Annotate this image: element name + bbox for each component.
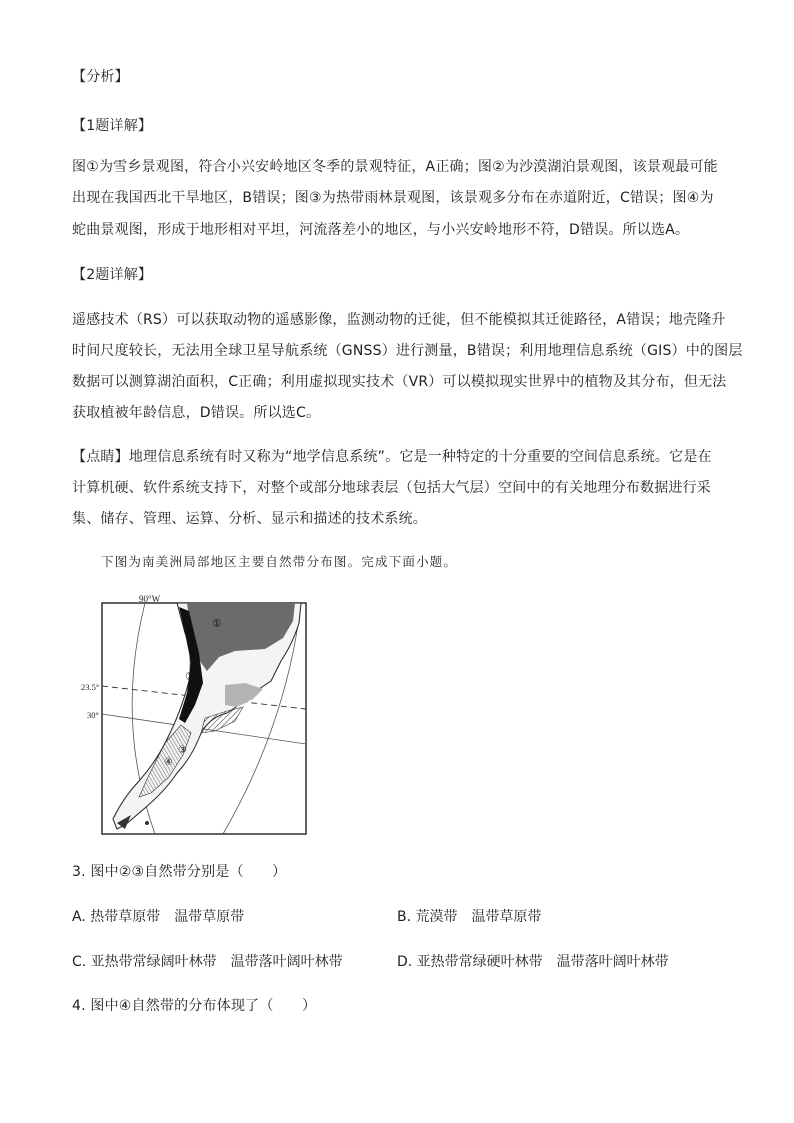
tip-line-2: 计算机硬、软件系统支持下，对整个或部分地球表层（包括大气层）空间中的有关地理分布数据进行采 xyxy=(72,480,711,496)
south-america-map xyxy=(81,593,311,836)
zone-label-3: ③ xyxy=(178,745,187,756)
question-intro: 下图为南美洲局部地区主要自然带分布图。完成下面小题。 xyxy=(101,554,458,569)
q2-heading: 【2题详解】 xyxy=(72,267,153,283)
lat-label-30: 30° xyxy=(87,710,99,720)
question-3-option-c[interactable]: C. 亚热带常绿阔叶林带 温带落叶阔叶林带 xyxy=(72,954,343,970)
longitude-label: 90°W xyxy=(139,594,161,604)
q1-line-3: 蛇曲景观图，形成于地形相对平坦，河流落差小的地区，与小兴安岭地形不符，D错误。所以选A。 xyxy=(72,222,690,238)
zone-label-4: ④ xyxy=(164,757,173,768)
tip-line-1 xyxy=(72,446,712,466)
lat-label-23-5: 23.5° xyxy=(81,682,100,692)
q2-line-4: 获取植被年龄信息，D错误。所以选C。 xyxy=(72,405,321,421)
question-4-stem: 4. 图中④自然带的分布体现了（ ） xyxy=(72,998,317,1014)
q2-line-1: 遥感技术（RS）可以获取动物的遥感影像，监测动物的迁徙，但不能模拟其迁徙路径，A错误；地壳隆升 xyxy=(72,312,726,328)
tip-label: 【点睛】 xyxy=(72,449,129,465)
q1-line-1: 图①为雪乡景观图，符合小兴安岭地区冬季的景观特征，A正确；图②为沙漠湖泊景观图，该景观最可能 xyxy=(72,159,718,175)
q1-line-2: 出现在我国西北干旱地区，B错误；图③为热带雨林景观图，该景观多分布在赤道附近，C错误；图④为 xyxy=(72,190,714,206)
zone-label-2: ② xyxy=(185,670,195,683)
q1-heading: 【1题详解】 xyxy=(72,118,153,134)
tip-line-3: 集、储存、管理、运算、分析、显示和描述的技术系统。 xyxy=(72,511,427,527)
zone-label-1: ① xyxy=(212,617,222,630)
question-3-option-d[interactable]: D. 亚热带常绿硬叶林带 温带落叶阔叶林带 xyxy=(397,954,669,970)
question-3-stem: 3. 图中②③自然带分别是（ ） xyxy=(72,864,287,880)
question-3-option-a[interactable]: A. 热带草原带 温带草原带 xyxy=(72,909,245,925)
analysis-heading: 【分析】 xyxy=(72,69,129,85)
q2-line-3: 数据可以测算湖泊面积，C正确；利用虚拟现实技术（VR）可以模拟现实世界中的植物及其分布，但无法 xyxy=(72,374,727,390)
tip-text-1: 地理信息系统有时又称为“地学信息系统”。它是一种特定的十分重要的空间信息系统。它是在 xyxy=(128,449,712,465)
island-dot xyxy=(145,821,149,825)
question-3-option-b[interactable]: B. 荒漠带 温带草原带 xyxy=(397,909,542,925)
q2-line-2: 时间尺度较长，无法用全球卫星导航系统（GNSS）进行测量，B错误；利用地理信息系统（GIS）中的图层 xyxy=(72,343,743,359)
